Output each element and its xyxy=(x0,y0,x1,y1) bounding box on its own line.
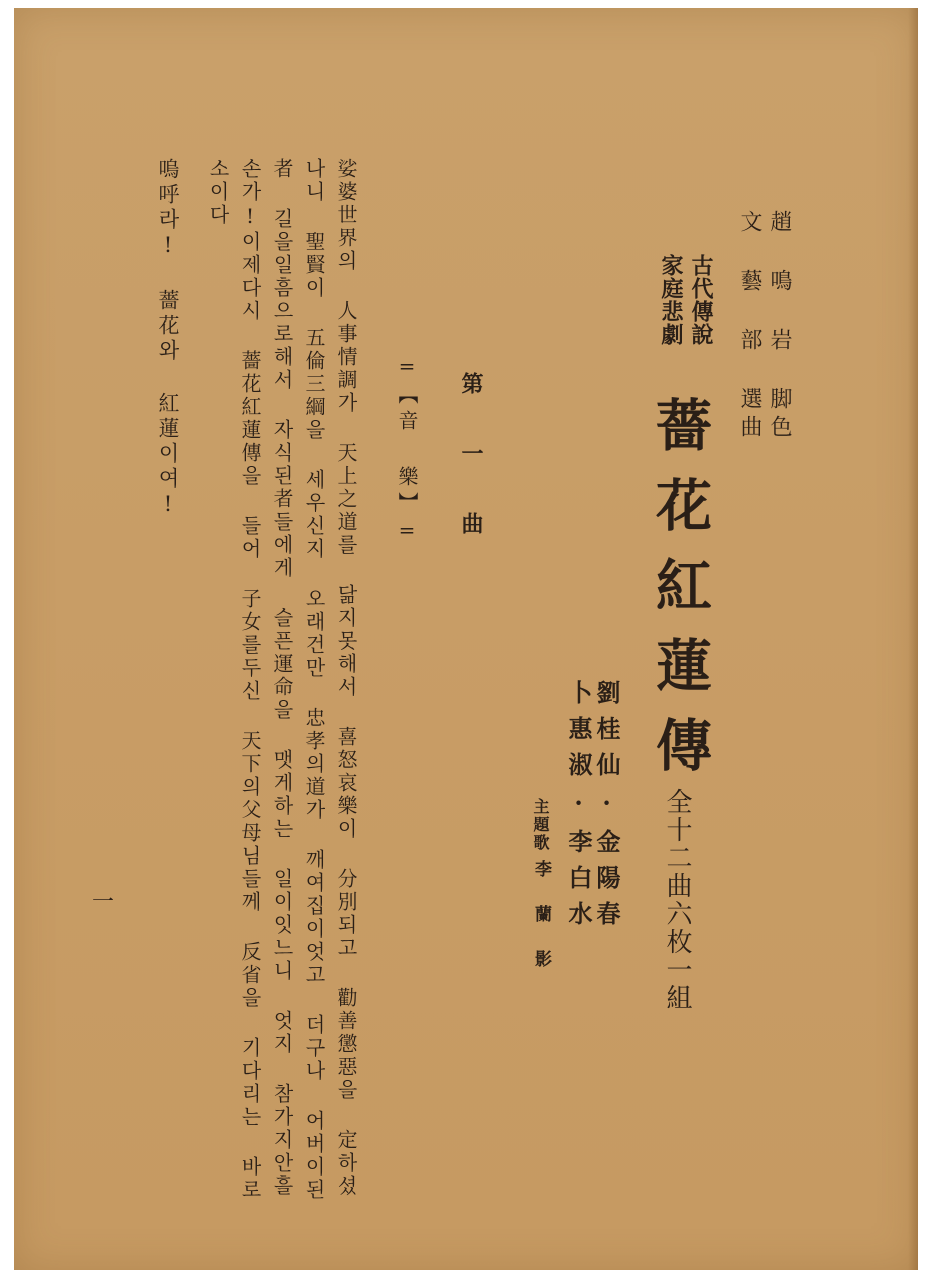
body-line-5: 소이다 xyxy=(206,158,230,227)
credit-script-adaptation: 趙 鳴 岩 脚色 xyxy=(767,210,792,443)
body-line-3: 者 길을일흠으로해서 자식된者들에게 슬픈運命을 맷게하는 일이잇느니 엇지 참가지안흘 xyxy=(270,158,294,1198)
body-line-4: 손가!이제다시 薔花紅蓮傳을 들어 子女를두신 天下의父母님들께 反省을 기다리는 바로 xyxy=(238,158,262,1202)
script-page xyxy=(14,8,918,1270)
music-cue: =【音 樂】= xyxy=(395,354,419,548)
set-description: 全十二曲六枚一組 xyxy=(662,788,692,1012)
body-line-1: 娑婆世界의 人事情調가 天上之道를 닮지못해서 喜怒哀樂이 分別되고 勸善懲惡을 定하셨 xyxy=(334,158,358,1198)
cast-line-2: 卜惠淑·李白水 xyxy=(564,680,593,937)
credit-music-selection: 文 藝 部 選曲 xyxy=(737,210,762,443)
theme-song-label: 主題歌 xyxy=(531,798,550,852)
main-title: 薔花紅蓮傳 xyxy=(647,396,713,796)
subtitle-ancient-legend: 古代傳說 xyxy=(688,254,714,346)
closing-exclamation: 嗚呼라! 薔花와 紅蓮이여! xyxy=(156,158,180,520)
section-title: 第一曲 xyxy=(458,372,484,582)
page-number: 一 xyxy=(92,890,115,915)
subtitle-family-tragedy: 家庭悲劇 xyxy=(658,254,684,346)
body-line-2: 나니 聖賢이 五倫三綱을 세우신지 오래건만 忠孝의道가 깨여집이엇고 더구나 어버이된 xyxy=(302,158,326,1202)
theme-song-singer: 李蘭影 xyxy=(531,860,551,995)
page-edge-shadow xyxy=(908,8,918,1270)
cast-line-1: 劉桂仙·金陽春 xyxy=(592,680,621,937)
